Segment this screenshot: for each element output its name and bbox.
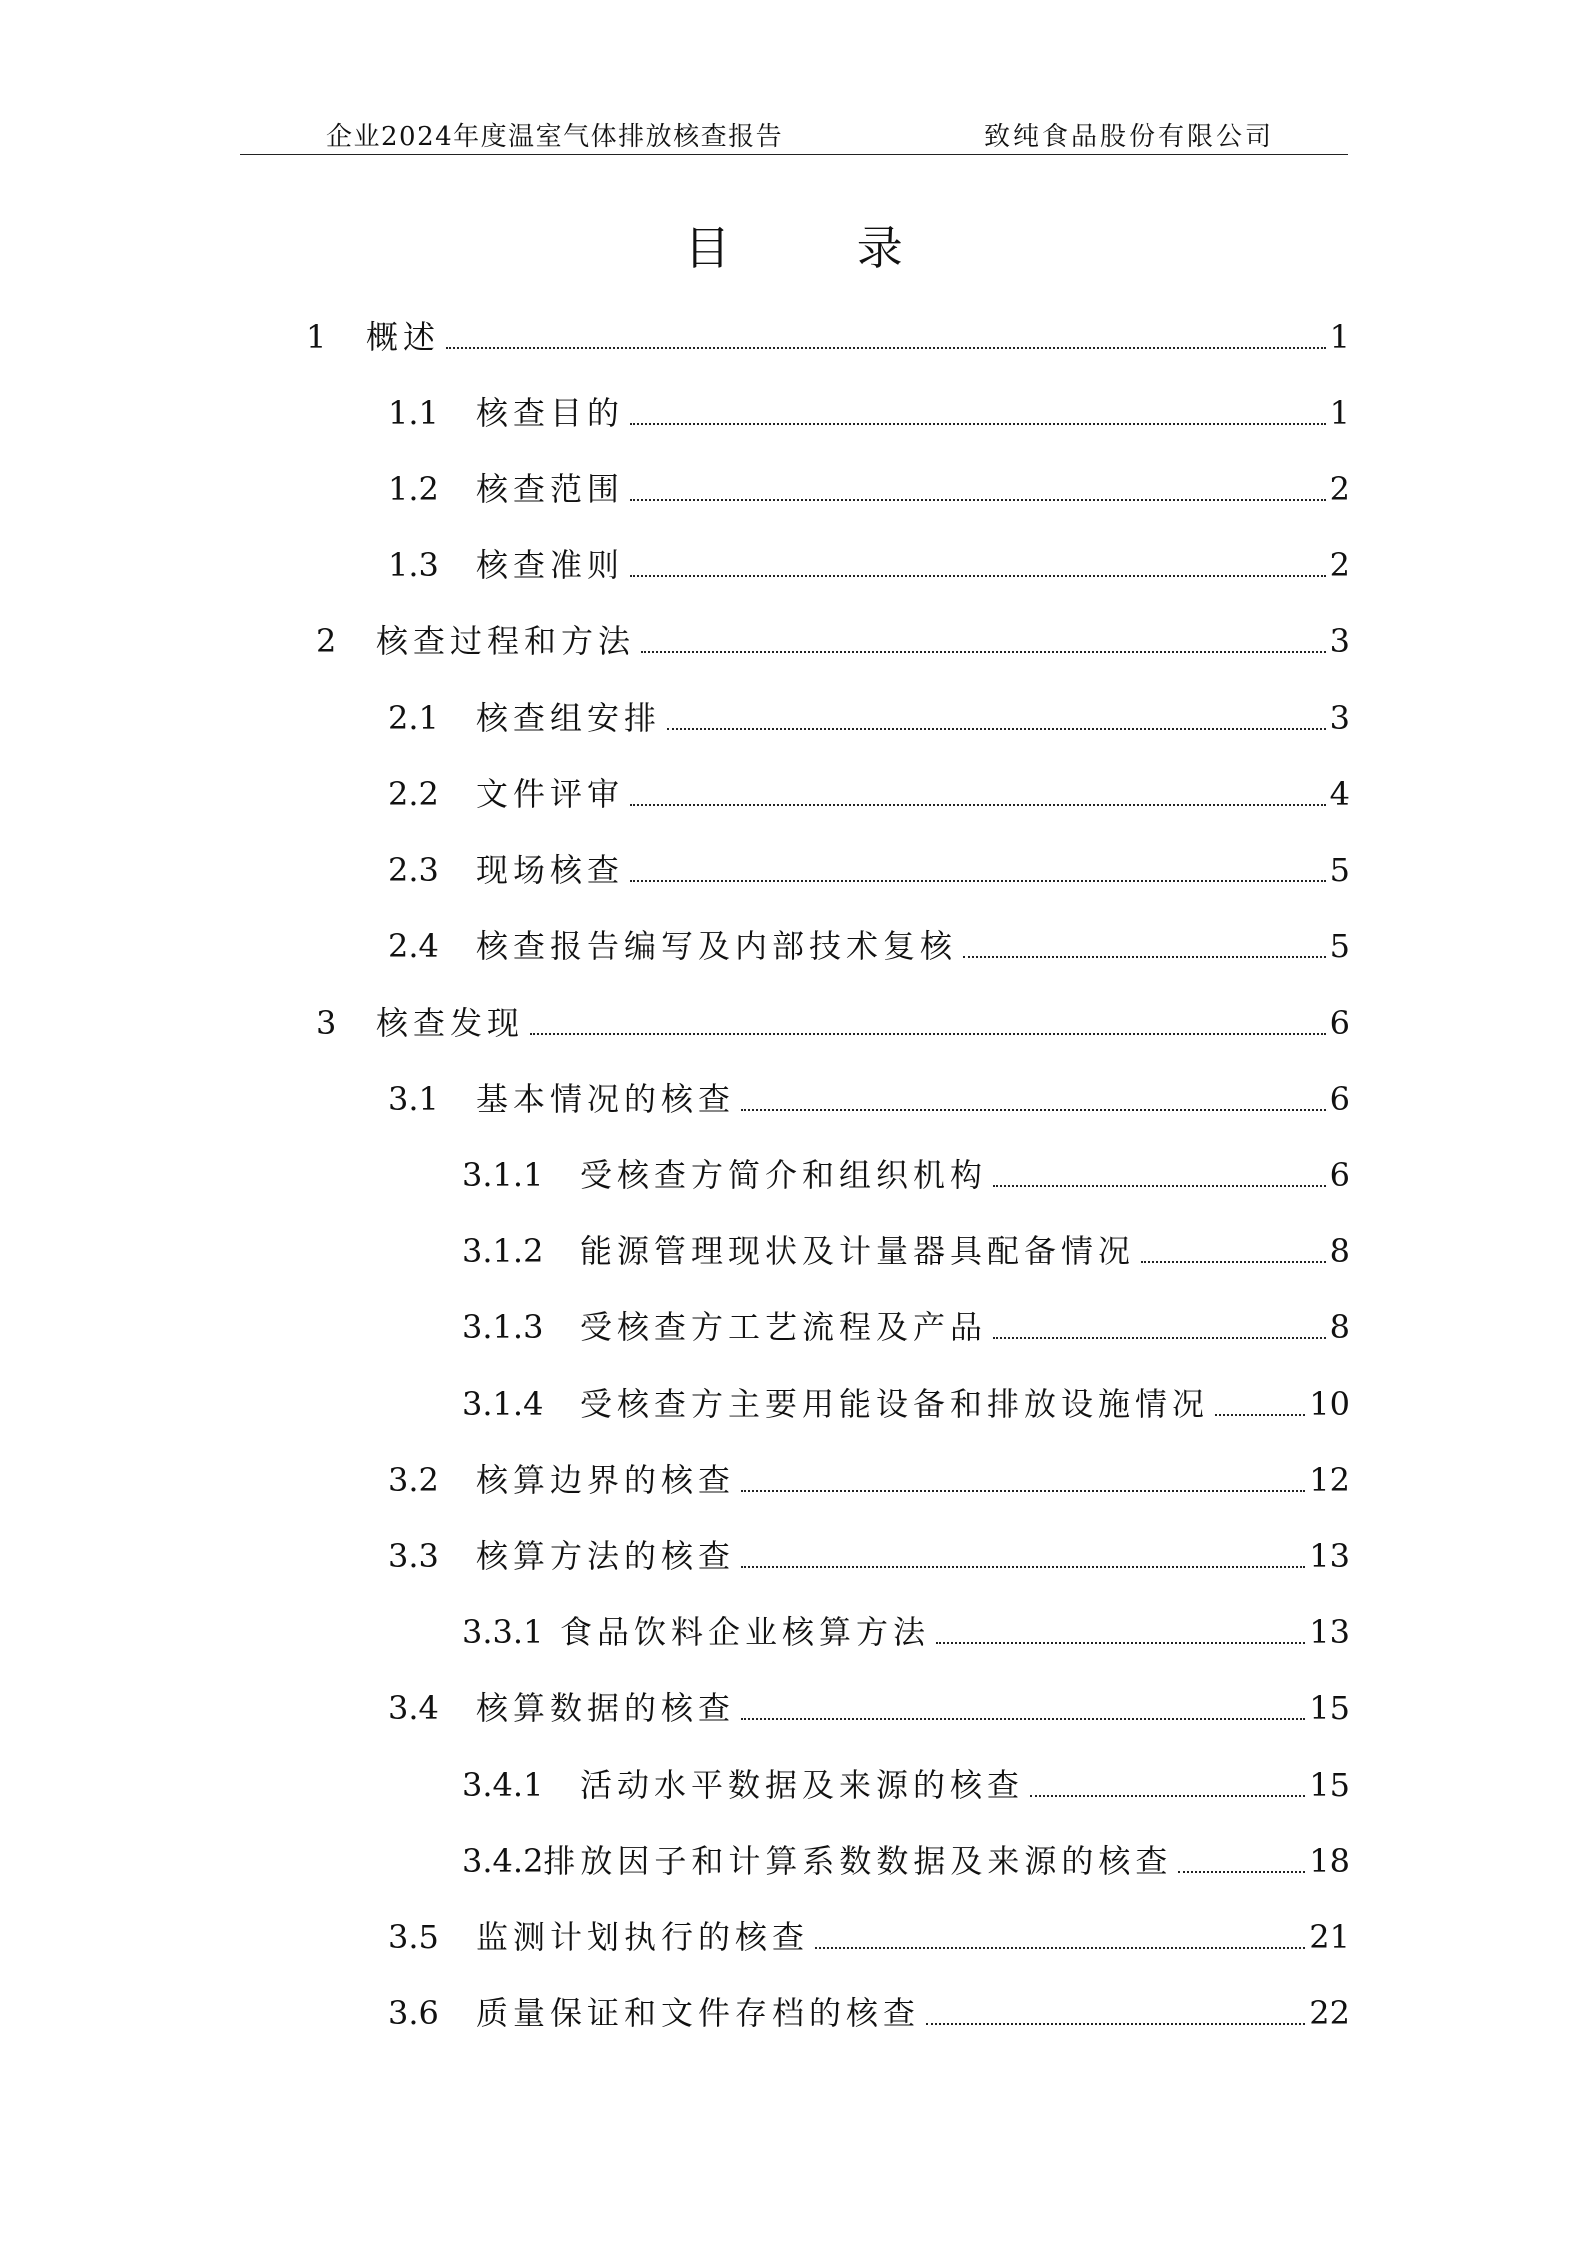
toc-entry-number: 1.3 — [388, 546, 439, 584]
toc-entry-number: 3.2 — [388, 1461, 439, 1499]
toc-entry-label: 活动水平数据及来源的核查 — [580, 1766, 1025, 1804]
dot-leader — [1215, 1414, 1305, 1416]
toc-entry-label: 文件评审 — [476, 775, 625, 813]
toc-entry-label: 监测计划执行的核查 — [476, 1918, 810, 1956]
toc-entry-number: 3.4.2 — [462, 1842, 544, 1880]
toc-entry-label: 受核查方工艺流程及产品 — [580, 1308, 988, 1346]
toc-entry-page: 2 — [1329, 546, 1350, 584]
toc-entry-3-3[interactable] — [388, 1531, 1350, 1577]
toc-entry-3-6[interactable] — [388, 1988, 1350, 2034]
toc-entry-3-1-1[interactable] — [462, 1150, 1350, 1196]
toc-entry-page: 6 — [1329, 1156, 1350, 1194]
toc-entry-label: 受核查方简介和组织机构 — [580, 1156, 988, 1194]
toc-entry-number: 2.2 — [388, 775, 439, 813]
toc-entry-3-5[interactable] — [388, 1912, 1350, 1958]
toc-entry-page: 8 — [1329, 1232, 1350, 1270]
toc-entry-label: 基本情况的核查 — [476, 1080, 736, 1118]
toc-entry-label: 核查过程和方法 — [376, 622, 636, 660]
toc-entry-3-4-1[interactable] — [462, 1760, 1350, 1806]
toc-entry-number: 3.3.1 — [462, 1613, 544, 1651]
dot-leader — [530, 1033, 1326, 1035]
toc-entry-label: 核查组安排 — [476, 699, 662, 737]
header-company-name: 致纯食品股份有限公司 — [984, 122, 1275, 152]
toc-entry-number: 3.1 — [388, 1080, 439, 1118]
toc-entry-number: 1 — [306, 318, 327, 356]
dot-leader — [1030, 1795, 1305, 1797]
dot-leader — [667, 728, 1326, 730]
dot-leader — [630, 804, 1326, 806]
dot-leader — [641, 651, 1326, 653]
dot-leader — [630, 423, 1326, 425]
toc-entry-3-1[interactable] — [388, 1074, 1350, 1120]
toc-entry-page: 15 — [1309, 1689, 1350, 1727]
toc-entry-label: 现场核查 — [476, 851, 625, 889]
toc-entry-number: 3.1.1 — [462, 1156, 544, 1194]
toc-entry-3-3-1[interactable] — [462, 1607, 1350, 1653]
dot-leader — [963, 956, 1326, 958]
toc-entry-page: 10 — [1309, 1385, 1350, 1423]
toc-entry-page: 8 — [1329, 1308, 1350, 1346]
toc-entry-3-1-3[interactable] — [462, 1302, 1350, 1348]
toc-entry-page: 13 — [1309, 1613, 1350, 1651]
dot-leader — [630, 499, 1326, 501]
toc-entry-page: 3 — [1329, 622, 1350, 660]
toc-entry-label: 核查发现 — [376, 1004, 525, 1042]
toc-entry-number: 3.1.4 — [462, 1385, 544, 1423]
toc-entry-number: 2 — [316, 622, 337, 660]
toc-entry-page: 1 — [1329, 318, 1350, 356]
toc-entry-page: 22 — [1309, 1994, 1350, 2032]
dot-leader — [926, 2023, 1305, 2025]
toc-entry-page: 6 — [1329, 1004, 1350, 1042]
dot-leader — [993, 1337, 1326, 1339]
dot-leader — [741, 1109, 1326, 1111]
running-header — [240, 112, 1348, 155]
toc-entry-2[interactable] — [316, 616, 1350, 662]
toc-entry-page: 5 — [1329, 851, 1350, 889]
toc-entry-page: 1 — [1329, 394, 1350, 432]
toc-entry-number: 3.4.1 — [462, 1766, 544, 1804]
toc-entry-label: 食品饮料企业核算方法 — [560, 1613, 931, 1651]
dot-leader — [446, 347, 1326, 349]
toc-entry-label: 概述 — [366, 318, 441, 356]
toc-entry-page: 3 — [1329, 699, 1350, 737]
toc-entry-page: 6 — [1329, 1080, 1350, 1118]
header-report-title: 企业2024年度温室气体排放核查报告 — [326, 122, 784, 152]
toc-entry-number: 2.4 — [388, 927, 439, 965]
toc-entry-number: 3.3 — [388, 1537, 439, 1575]
dot-leader — [741, 1490, 1305, 1492]
toc-entry-2-3[interactable] — [388, 845, 1350, 891]
dot-leader — [630, 880, 1326, 882]
toc-entry-label: 质量保证和文件存档的核查 — [476, 1994, 921, 2032]
toc-entry-number: 3.1.3 — [462, 1308, 544, 1346]
toc-entry-page: 2 — [1329, 470, 1350, 508]
toc-entry-3-1-2[interactable] — [462, 1226, 1350, 1272]
toc-entry-3-4[interactable] — [388, 1683, 1350, 1729]
toc-entry-1-2[interactable] — [388, 464, 1350, 510]
dot-leader — [815, 1947, 1305, 1949]
toc-entry-page: 5 — [1329, 927, 1350, 965]
toc-title: 目 录 — [684, 221, 959, 275]
dot-leader — [630, 575, 1326, 577]
toc-entry-2-1[interactable] — [388, 693, 1350, 739]
toc-entry-label: 核查范围 — [476, 470, 625, 508]
toc-entry-label: 核查准则 — [476, 546, 625, 584]
dot-leader — [1178, 1871, 1305, 1873]
toc-entry-label: 能源管理现状及计量器具配备情况 — [580, 1232, 1136, 1270]
toc-entry-page: 12 — [1309, 1461, 1350, 1499]
toc-entry-page: 15 — [1309, 1766, 1350, 1804]
dot-leader — [993, 1185, 1326, 1187]
toc-entry-page: 4 — [1329, 775, 1350, 813]
dot-leader — [741, 1718, 1305, 1720]
toc-entry-number: 2.1 — [388, 699, 439, 737]
dot-leader — [741, 1566, 1305, 1568]
dot-leader — [1141, 1261, 1326, 1263]
toc-entry-number: 1.1 — [388, 394, 439, 432]
toc-entry-number: 2.3 — [388, 851, 439, 889]
toc-entry-1-1[interactable] — [388, 388, 1350, 434]
toc-entry-number: 3.1.2 — [462, 1232, 544, 1270]
toc-entry-3-2[interactable] — [388, 1455, 1350, 1501]
toc-entry-label: 受核查方主要用能设备和排放设施情况 — [580, 1385, 1210, 1423]
toc-entry-number: 3 — [316, 1004, 337, 1042]
toc-entry-number: 3.4 — [388, 1689, 439, 1727]
toc-entry-3-4-2[interactable] — [462, 1836, 1350, 1882]
toc-entry-2-2[interactable] — [388, 769, 1350, 815]
toc-entry-1[interactable] — [306, 312, 1350, 358]
toc-entry-3[interactable] — [316, 998, 1350, 1044]
toc-entry-page: 13 — [1309, 1537, 1350, 1575]
toc-entry-number: 3.5 — [388, 1918, 439, 1956]
toc-entry-label: 排放因子和计算系数数据及来源的核查 — [543, 1842, 1173, 1880]
toc-entry-page: 18 — [1309, 1842, 1350, 1880]
toc-entry-number: 3.6 — [388, 1994, 439, 2032]
toc-entry-label: 核算方法的核查 — [476, 1537, 736, 1575]
toc-entry-label: 核查报告编写及内部技术复核 — [476, 927, 958, 965]
toc-entry-label: 核查目的 — [476, 394, 625, 432]
toc-entry-3-1-4[interactable] — [462, 1379, 1350, 1425]
toc-entry-label: 核算边界的核查 — [476, 1461, 736, 1499]
dot-leader — [936, 1642, 1305, 1644]
toc-entry-label: 核算数据的核查 — [476, 1689, 736, 1727]
toc-entry-2-4[interactable] — [388, 921, 1350, 967]
toc-entry-1-3[interactable] — [388, 540, 1350, 586]
toc-entry-page: 21 — [1309, 1918, 1350, 1956]
toc-entry-number: 1.2 — [388, 470, 439, 508]
